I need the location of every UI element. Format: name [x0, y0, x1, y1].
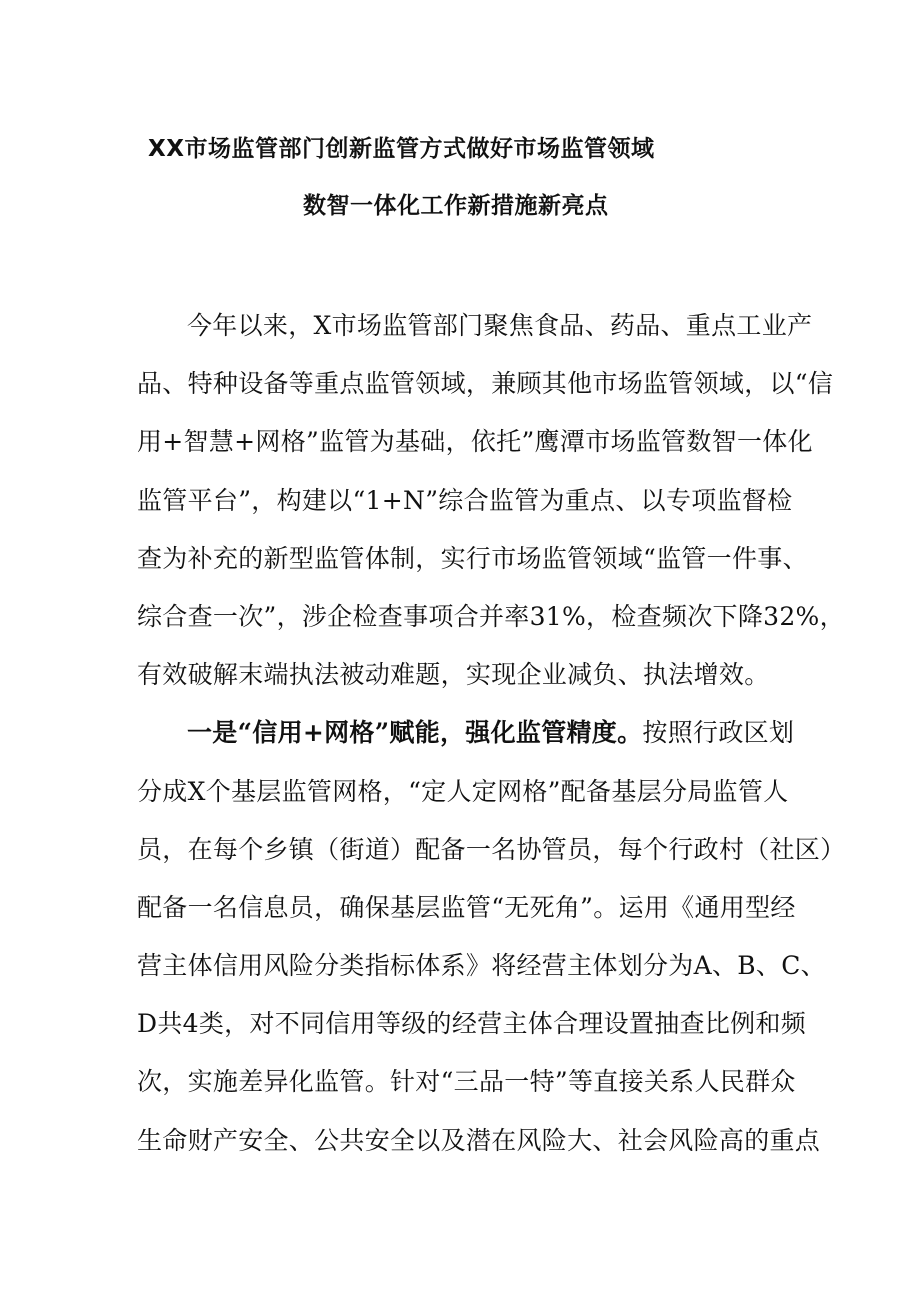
paragraph-line: 用+智慧+网格”监管为基础，依托”鹰潭市场监管数智一体化	[137, 427, 813, 457]
paragraph-line: 员，在每个乡镇（街道）配备一名协管员，每个行政村（社区）	[137, 834, 846, 864]
document-title-line-2: 数智一体化工作新措施新亮点	[303, 193, 609, 219]
paragraph-line	[137, 704, 799, 762]
paragraph-line: 今年以来，X市场监管部门聚焦食品、药品、重点工业产	[187, 311, 813, 340]
paragraph-line: 营主体信用风险分类指标体系》将经营主体划分为A、B、C、	[137, 951, 826, 981]
paragraph-line: 监管平台”，构建以“1+N”综合监管为重点、以专项监督检	[137, 485, 793, 515]
paragraph-line: 分成X个基层监管网格，“定人定网格”配备基层分局监管人	[137, 776, 789, 806]
paragraph-line: 生命财产安全、公共安全以及潜在风险大、社会风险高的重点	[137, 1125, 821, 1155]
paragraph-line: D共4类，对不同信用等级的经营主体合理设置抽查比例和频	[137, 1009, 807, 1039]
paragraph-line: 配备一名信息员，确保基层监管“无死角”。运用《通用型经	[137, 892, 796, 922]
paragraph-line: 品、特种设备等重点监管领域，兼顾其他市场监管领域，以“信	[137, 369, 834, 399]
paragraph-line: 有效破解末端执法被动难题，实现企业减负、执法增效。	[137, 660, 770, 690]
section-heading: 一是“信用+网格”赋能，强化监管精度。	[187, 718, 643, 748]
paragraph-line: 查为补充的新型监管体制，实行市场监管领域“监管一件事、	[137, 543, 808, 573]
document-body	[137, 297, 846, 1170]
document-title-line-1: XX市场监管部门创新监管方式做好市场监管领域	[148, 136, 655, 162]
paragraph-line: 次，实施差异化监管。针对“三品一特”等直接关系人民群众	[137, 1067, 796, 1097]
paragraph-text: 按照行政区划	[642, 718, 795, 748]
paragraph-line: 综合查一次”，涉企检查事项合并率31%，检查频次下降32%，	[137, 601, 845, 631]
